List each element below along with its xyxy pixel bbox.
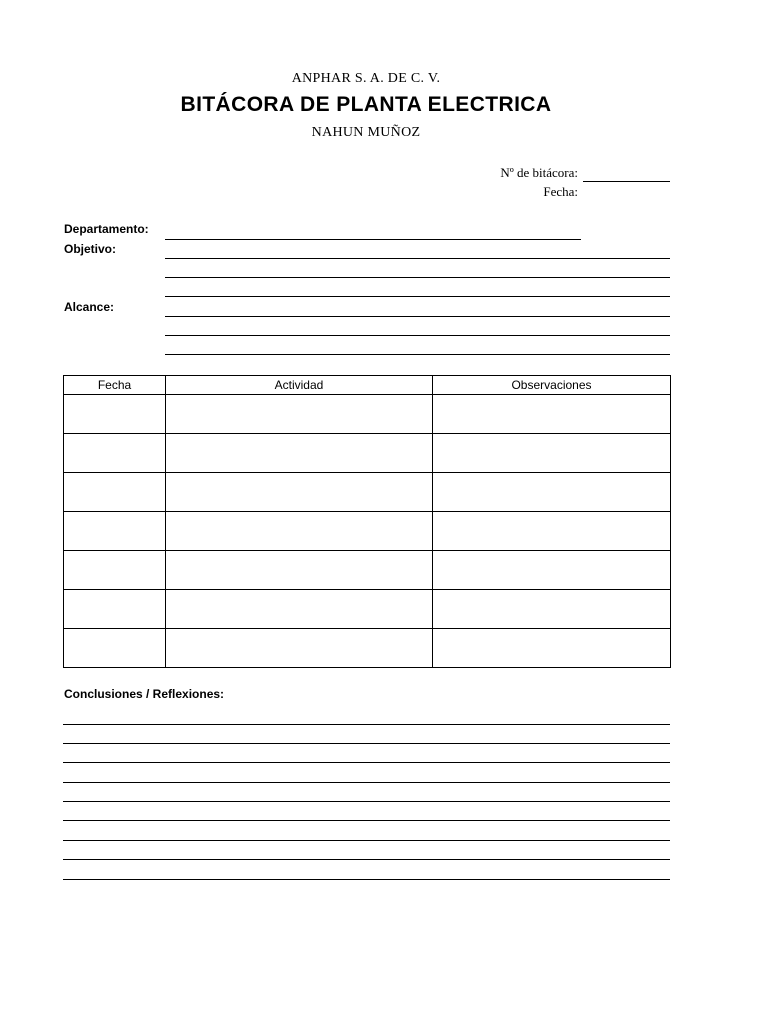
table-row xyxy=(64,512,671,551)
date-label: Fecha: xyxy=(543,184,578,199)
scope-label: Alcance: xyxy=(64,300,115,314)
table-row xyxy=(64,629,671,668)
conclusions-line-6[interactable] xyxy=(63,820,670,821)
activity-cell[interactable] xyxy=(166,629,433,668)
date-cell[interactable] xyxy=(64,512,166,551)
observations-cell[interactable] xyxy=(433,590,671,629)
conclusions-line-1[interactable] xyxy=(63,724,670,725)
objective-line-1[interactable] xyxy=(165,258,670,259)
date-cell[interactable] xyxy=(64,434,166,473)
author-name: NAHUN MUÑOZ xyxy=(311,125,421,140)
observations-cell[interactable] xyxy=(433,434,671,473)
column-header-observations: Observaciones xyxy=(433,376,671,395)
observations-cell[interactable] xyxy=(433,551,671,590)
observations-cell[interactable] xyxy=(433,629,671,668)
activity-cell[interactable] xyxy=(166,473,433,512)
document-title: BITÁCORA DE PLANTA ELECTRICA xyxy=(180,93,552,116)
activity-cell[interactable] xyxy=(166,434,433,473)
table-row xyxy=(64,590,671,629)
scope-line-2[interactable] xyxy=(165,335,670,336)
observations-cell[interactable] xyxy=(433,395,671,434)
activity-cell[interactable] xyxy=(166,395,433,434)
activity-table xyxy=(63,375,671,668)
activity-cell[interactable] xyxy=(166,512,433,551)
department-field[interactable] xyxy=(165,239,581,240)
observations-cell[interactable] xyxy=(433,473,671,512)
table-row xyxy=(64,395,671,434)
conclusions-line-7[interactable] xyxy=(63,840,670,841)
conclusions-line-8[interactable] xyxy=(63,859,670,860)
conclusions-line-5[interactable] xyxy=(63,801,670,802)
activity-cell[interactable] xyxy=(166,551,433,590)
objective-label: Objetivo: xyxy=(64,242,117,256)
conclusions-line-4[interactable] xyxy=(63,782,670,783)
column-header-activity: Actividad xyxy=(166,376,433,395)
table-row xyxy=(64,551,671,590)
table-header-row xyxy=(64,376,671,395)
department-label: Departamento: xyxy=(64,222,149,236)
log-number-label: Nº de bitácora: xyxy=(500,165,578,180)
conclusions-line-9[interactable] xyxy=(63,879,670,880)
observations-cell[interactable] xyxy=(433,512,671,551)
scope-line-1[interactable] xyxy=(165,316,670,317)
objective-line-3[interactable] xyxy=(165,296,670,297)
table-row xyxy=(64,473,671,512)
conclusions-label: Conclusiones / Reflexiones: xyxy=(64,687,225,701)
scope-line-3[interactable] xyxy=(165,354,670,355)
conclusions-line-3[interactable] xyxy=(63,762,670,763)
date-cell[interactable] xyxy=(64,473,166,512)
date-cell[interactable] xyxy=(64,629,166,668)
column-header-date: Fecha xyxy=(64,376,166,395)
date-cell[interactable] xyxy=(64,551,166,590)
table-row xyxy=(64,434,671,473)
activity-cell[interactable] xyxy=(166,590,433,629)
log-number-field[interactable] xyxy=(583,181,670,182)
objective-line-2[interactable] xyxy=(165,277,670,278)
conclusions-line-2[interactable] xyxy=(63,743,670,744)
company-name: ANPHAR S. A. DE C. V. xyxy=(291,71,441,86)
date-cell[interactable] xyxy=(64,395,166,434)
date-cell[interactable] xyxy=(64,590,166,629)
